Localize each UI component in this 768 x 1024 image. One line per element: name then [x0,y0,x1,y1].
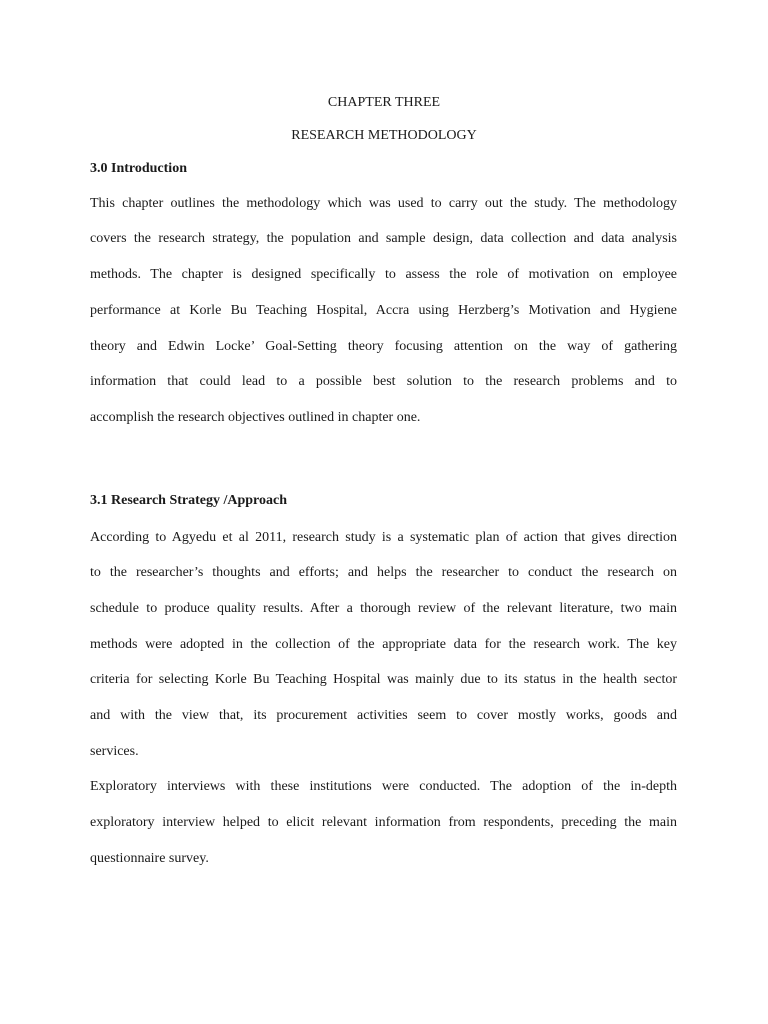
strategy-paragraph-line: criteria for selecting Korle Bu Teaching Hospital was mainly due to its status in the health sector [90,672,677,687]
strategy-paragraph-line: services. [90,744,139,759]
strategy-paragraph-line: and with the view that, its procurement activities seem to cover mostly works, goods and [90,708,677,723]
intro-paragraph-line: accomplish the research objectives outlined in chapter one. [90,410,421,425]
intro-paragraph-line: theory and Edwin Locke’ Goal-Setting theory focusing attention on the way of gathering [90,339,677,354]
strategy-paragraph-line: schedule to produce quality results. After a thorough review of the relevant literature, two main [90,601,677,616]
strategy-paragraph-line: According to Agyedu et al 2011, research study is a systematic plan of action that gives direction [90,530,677,545]
intro-paragraph-line: information that could lead to a possible best solution to the research problems and to [90,374,677,389]
chapter-title: CHAPTER THREE [327,95,441,110]
intro-paragraph-line: This chapter outlines the methodology which was used to carry out the study. The methodology [90,196,677,211]
intro-paragraph-line: covers the research strategy, the population and sample design, data collection and data analysis [90,231,677,246]
section-heading-research-strategy: 3.1 Research Strategy /Approach [90,493,288,508]
strategy-paragraph-line: questionnaire survey. [90,851,209,866]
section-heading-introduction: 3.0 Introduction [90,161,187,176]
strategy-paragraph-line: exploratory interview helped to elicit relevant information from respondents, preceding the main [90,815,677,830]
strategy-paragraph-line: methods were adopted in the collection of the appropriate data for the research work. The key [90,637,677,652]
intro-paragraph-line: performance at Korle Bu Teaching Hospital, Accra using Herzberg’s Motivation and Hygiene [90,303,677,318]
strategy-paragraph-line: to the researcher’s thoughts and efforts; and helps the researcher to conduct the research on [90,565,677,580]
intro-paragraph-line: methods. The chapter is designed specifically to assess the role of motivation on employee [90,267,677,282]
chapter-subtitle: RESEARCH METHODOLOGY [291,128,477,143]
strategy-paragraph-line: Exploratory interviews with these institutions were conducted. The adoption of the in-depth [90,779,677,794]
